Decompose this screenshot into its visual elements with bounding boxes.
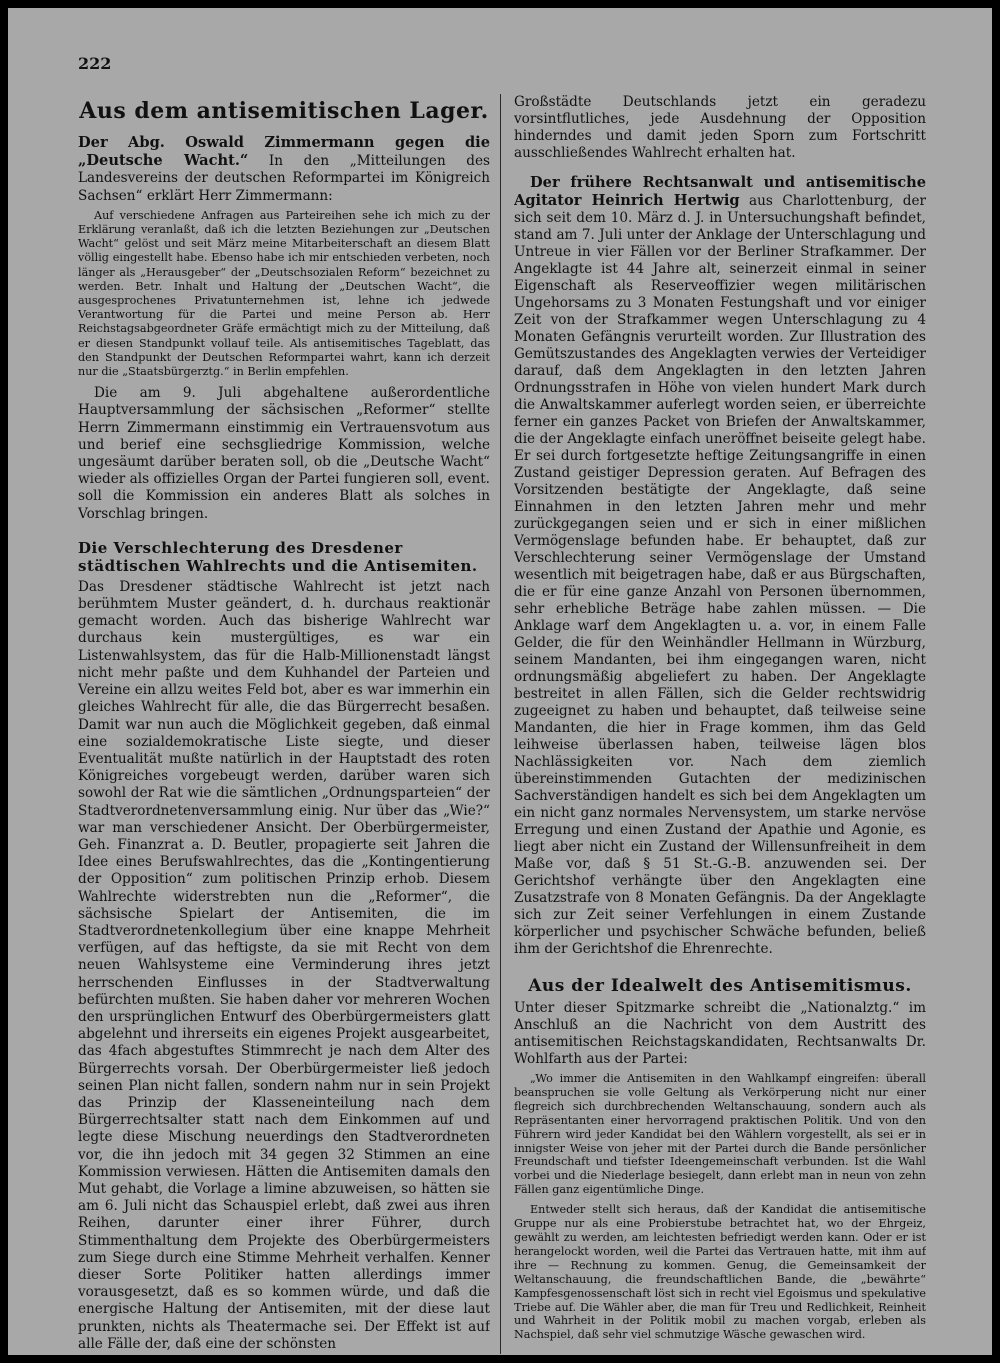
newspaper-page <box>8 8 992 1355</box>
article-hertwig-body: aus Charlottenburg, der sich seit dem 10. März d. J. in Untersuchungshaft befindet, stand am 7. Juli unter der Anklage der Unterschlagung und Untreue in vier Fällen vor der Berliner Strafkammer. Der Angeklagte ist 44 Jahre alt, seinerzeit einmal in seiner Eigenschaft als Reserveoffizier wegen militärischen Ungehorsams zu 3 Monaten Festungshaft und vor einiger Zeit von der Strafkammer wegen Unterschlagung zu 4 Monaten Gefängnis verurteilt worden. Zur Illustration des Gemütszustandes des Angeklagten verwies der Verteidiger darauf, daß dem Angeklagten in den letzten Jahren Ordnungsstrafen in Höhe von vielen hundert Mark durch die Anwaltskammer auferlegt worden seien, er überreichte ferner ein ganzes Packet von Briefen der Anwaltskammer, die der Angeklagte einfach uneröffnet beiseite gelegt habe. Er sei durch fortgesetzte heftige Zeitungsangriffe in einen Zustand geistiger Depression geraten. Auf Befragen des Vorsitzenden bestätigte der Angeklagte, daß seine Einnahmen in den letzten Jahren mehr und mehr zurückgegangen seien und er sich in einer mißlichen Vermögenslage befunden habe. Er behauptet, daß zur Verschlechterung seiner Vermögenslage der Umstand wesentlich mit beigetragen habe, daß er aus Bürgschaften, die er für eine ganze Anzahl von Personen übernommen, sehr erhebliche Beträge habe zahlen müssen. — Die Anklage warf dem Angeklagten u. a. vor, in einem Falle Gelder, die für den Weinhändler Hellmann in Würzburg, seinem Mandanten, bei ihm eingegangen waren, nicht ordnungsmäßig abgeliefert zu haben. Der Angeklagte bestreitet in allen Fällen, sich die Gelder rechtswidrig zugeeignet zu haben und behauptet, daß teilweise seine Mandanten, die hier in Frage kommen, ihm das Geld leihweise überlassen haben, teilweise lägen blos Nachlässigkeiten vor. Nach dem ziemlich übereinstimmenden Gutachten der medizinischen Sachverständigen handelt es sich bei dem Angeklagten um ein nicht ganz normales Nervensystem, um starke nervöse Erregung und einen Zustand der Apathie und Agonie, es liegt aber nicht ein Zustand der Willensunfreiheit in dem Maße vor, daß § 51 St.-G.-B. anzuwenden sei. Der Gerichtshof verhängte über den Angeklagten eine Zusatzstrafe von 8 Monaten Gefängnis. Da der Angeklagte sich zur Zeit seiner Verfehlungen in einem Zustande körperlicher und psychischer Schwäche befunden, beließ ihm der Gerichtshof die Ehrenrechte. <box>514 193 926 957</box>
right-column <box>514 94 926 1348</box>
article-idealwelt-title: Aus der Idealwelt des Antisemitismus. <box>528 976 912 996</box>
section-title: Aus dem antisemitischen Lager. <box>79 98 489 124</box>
article-zimmermann-quote: Auf verschiedene Anfragen aus Parteireihen sehe ich mich zu der Erklärung veranlaßt, daß ich die letzten Beziehungen zur „Deutschen Wacht“ gelöst und seit März meine Mitarbeiterschaft an diesem Blatt völlig eingestellt habe. Ebenso habe ich mir entschieden verbeten, noch länger als „Herausgeber“ der „Deutschsozialen Reform“ bezeichnet zu werden. Betr. Inhalt und Haltung der „Deutschen Wacht“, die ausgesprochenes Privatunternehmen ist, lehne ich jedwede Verantwortung für die Partei und meine Person ab. Herr Reichstagsabgeordneter Gräfe ermächtigt mich zu der Mitteilung, daß er diesen Standpunkt vollauf teile. Als antisemitisches Tageblatt, das den Standpunkt der Deutschen Reformpartei wahrt, kann ich derzeit nur die „Staatsbürgerztg.“ in Berlin empfehlen. <box>78 208 490 379</box>
article-idealwelt-quote-1: „Wo immer die Antisemiten in den Wahlkampf eingreifen: überall beanspruchen sie volle Geltung als Verkörperung nicht nur einer flegreich sich durchbrechenden Weltanschauung, sondern auch als Repräsentanten einer hervorragend praktischen Politik. Und von den Führern wird jeder Kandidat bei den Wählern vorgestellt, als sei er in innigster Weise von jeher mit der Partei durch die Bande persönlicher Freundschaft und tiefster Ideengemeinschaft verbunden. Ist die Wahl vorbei und die Niederlage besiegelt, dann erlebt man in neun von zehn Fällen ganz eigentümliche Dinge. <box>514 1072 926 1197</box>
article-hertwig <box>514 174 926 958</box>
article-zimmermann-heading: Der Abg. Oswald Zimmermann gegen die „Deutsche Wacht.“ <box>78 134 490 170</box>
page-number: 222 <box>78 54 112 73</box>
article-idealwelt-intro: Unter dieser Spitzmarke schreibt die „Nationalztg.“ im Anschluß an die Nachricht von dem Austritt des antisemitischen Reichstagskandidaten, Rechtsanwalts Dr. Wohlfarth aus der Partei: <box>514 1000 926 1067</box>
article-wahlrecht-continuation: Großstädte Deutschlands jetzt ein geradezu vorsintflutliches, jede Ausdehnung der Opposition hinderndes und damit jeden Sporn zum Fortschritt ausschließendes Wahlrecht erhalten hat. <box>514 94 926 161</box>
article-zimmermann-intro-text: In den „Mitteilungen des Landesvereins der deutschen Reformpartei im Königreich Sachsen“ erklärt Herr Zimmermann: <box>78 153 490 204</box>
column-rule <box>500 94 501 1354</box>
article-hertwig-heading: Der frühere Rechtsanwalt und antisemitische Agitator Heinrich Hertwig <box>514 174 926 209</box>
article-zimmermann-intro <box>78 134 490 205</box>
article-zimmermann-body: Die am 9. Juli abgehaltene außerordentliche Hauptversammlung der sächsischen „Reformer“ stellte Herrn Zimmermann einstimmig ein Vertrauensvotum aus und berief eine sechsgliedrige Kommission, welche ungesäumt darüber beraten soll, ob die „Deutsche Wacht“ wieder als offizielles Organ der Partei fungieren soll, event. soll die Kommission ein anderes Blatt als solches in Vorschlag bringen. <box>78 385 490 522</box>
article-wahlrecht-body: Das Dresdener städtische Wahlrecht ist jetzt nach berühmtem Muster geändert, d. h. durchaus reaktionär gemacht worden. Auch das bisherige Wahlrecht war durchaus kein mustergültiges, es war ein Listenwahlsystem, das für die Halb-Millionenstadt längst nicht mehr paßte und dem Kuhhandel der Parteien und Vereine ein allzu weites Feld bot, aber es war immerhin ein gleiches Wahlrecht für alle, die das Bürgerrecht besaßen. Damit war nun auch die Möglichkeit gegeben, daß einmal eine sozialdemokratische Liste siegte, und dieser Eventualität mußte natürlich in der Hauptstadt des roten Königreiches vorgebeugt werden, darüber waren sich sowohl der Rat wie die sämtlichen „Ordnungsparteien“ der Stadtverordnetenversammlung einig. Nur über das „Wie?“ war man verschiedener Ansicht. Der Oberbürgermeister, Geh. Finanzrat a. D. Beutler, propagierte seit Jahren die Idee eines Berufswahlrechtes, das die „Kontingentierung der Opposition“ zum politischen Prinzip erhob. Diesem Wahlrechte widerstrebten nun die „Reformer“, die sächsische Spielart der Antisemiten, die im Stadtverordnetenkollegium über eine knappe Mehrheit verfügen, auf das heftigste, da sie mit Recht von dem neuen Wahlsysteme eine Verminderung ihres jetzt herrschenden Einflusses in der Stadtverwaltung befürchten mußten. Sie haben daher vor mehreren Wochen den ursprünglichen Entwurf des Oberbürgermeisters glatt abgelehnt und ihrerseits ein eigenes Projekt ausgearbeitet, das 4fach abgestuftes Stimmrecht je nach dem Alter des Bürgerrechts vorsah. Der Oberbürgermeister ließ jedoch seinen Plan nicht fallen, sondern nahm nur in sein Projekt das Prinzip der Klasseneinteilung nach dem Bürgerrechtsalter statt nach dem Einkommen auf und legte diese Mischung neuerdings den Stadtverordneten vor, die ihn jedoch mit 34 gegen 32 Stimmen an eine Kommission verwiesen. Hätten die Antisemiten damals den Mut gehabt, die Vorlage a limine abzuweisen, so hätten sie am 6. Juli nicht das Schauspiel erlebt, daß zwei aus ihren Reihen, darunter einer ihrer Führer, durch Stimmenthaltung dem Projekte des Oberbürgermeisters zum Siege durch eine Stimme Mehrheit verhalfen. Kenner dieser Sorte Politiker hatten allerdings immer vorausgesetzt, daß es so kommen würde, und daß die energische Haltung der Antisemiten, mit der diese laut prunkten, nichts als Theatermache sei. Der Effekt ist auf alle Fälle der, daß eine der schönsten <box>78 578 490 1352</box>
left-column <box>78 94 490 1355</box>
article-idealwelt-quote-2: Entweder stellt sich heraus, daß der Kandidat die antisemitische Gruppe nur als eine Probierstube betrachtet hat, wo der Ehrgeiz, gewählt zu werden, am leichtesten befriedigt werden kann. Oder er ist herangelockt worden, weil die Partei das Vertrauen hatte, mit ihm auf ihre — Rechnung zu kommen. Genug, die Gemeinsamkeit der Weltanschauung, die freundschaftlichen Bande, die „bewährte“ Kampfesgenossenschaft löst sich in recht viel Egoismus und spekulative Triebe auf. Die Wähler aber, die man für Treu und Redlichkeit, Reinheit und Wahrheit in der Politik mobil zu machen vorgab, erleben als Nachspiel, daß sehr viel schmutzige Wäsche gewaschen wird. <box>514 1203 926 1342</box>
article-wahlrecht-heading: Die Verschlechterung des Dresdener städtischen Wahlrechts und die Antisemiten. <box>78 538 478 575</box>
